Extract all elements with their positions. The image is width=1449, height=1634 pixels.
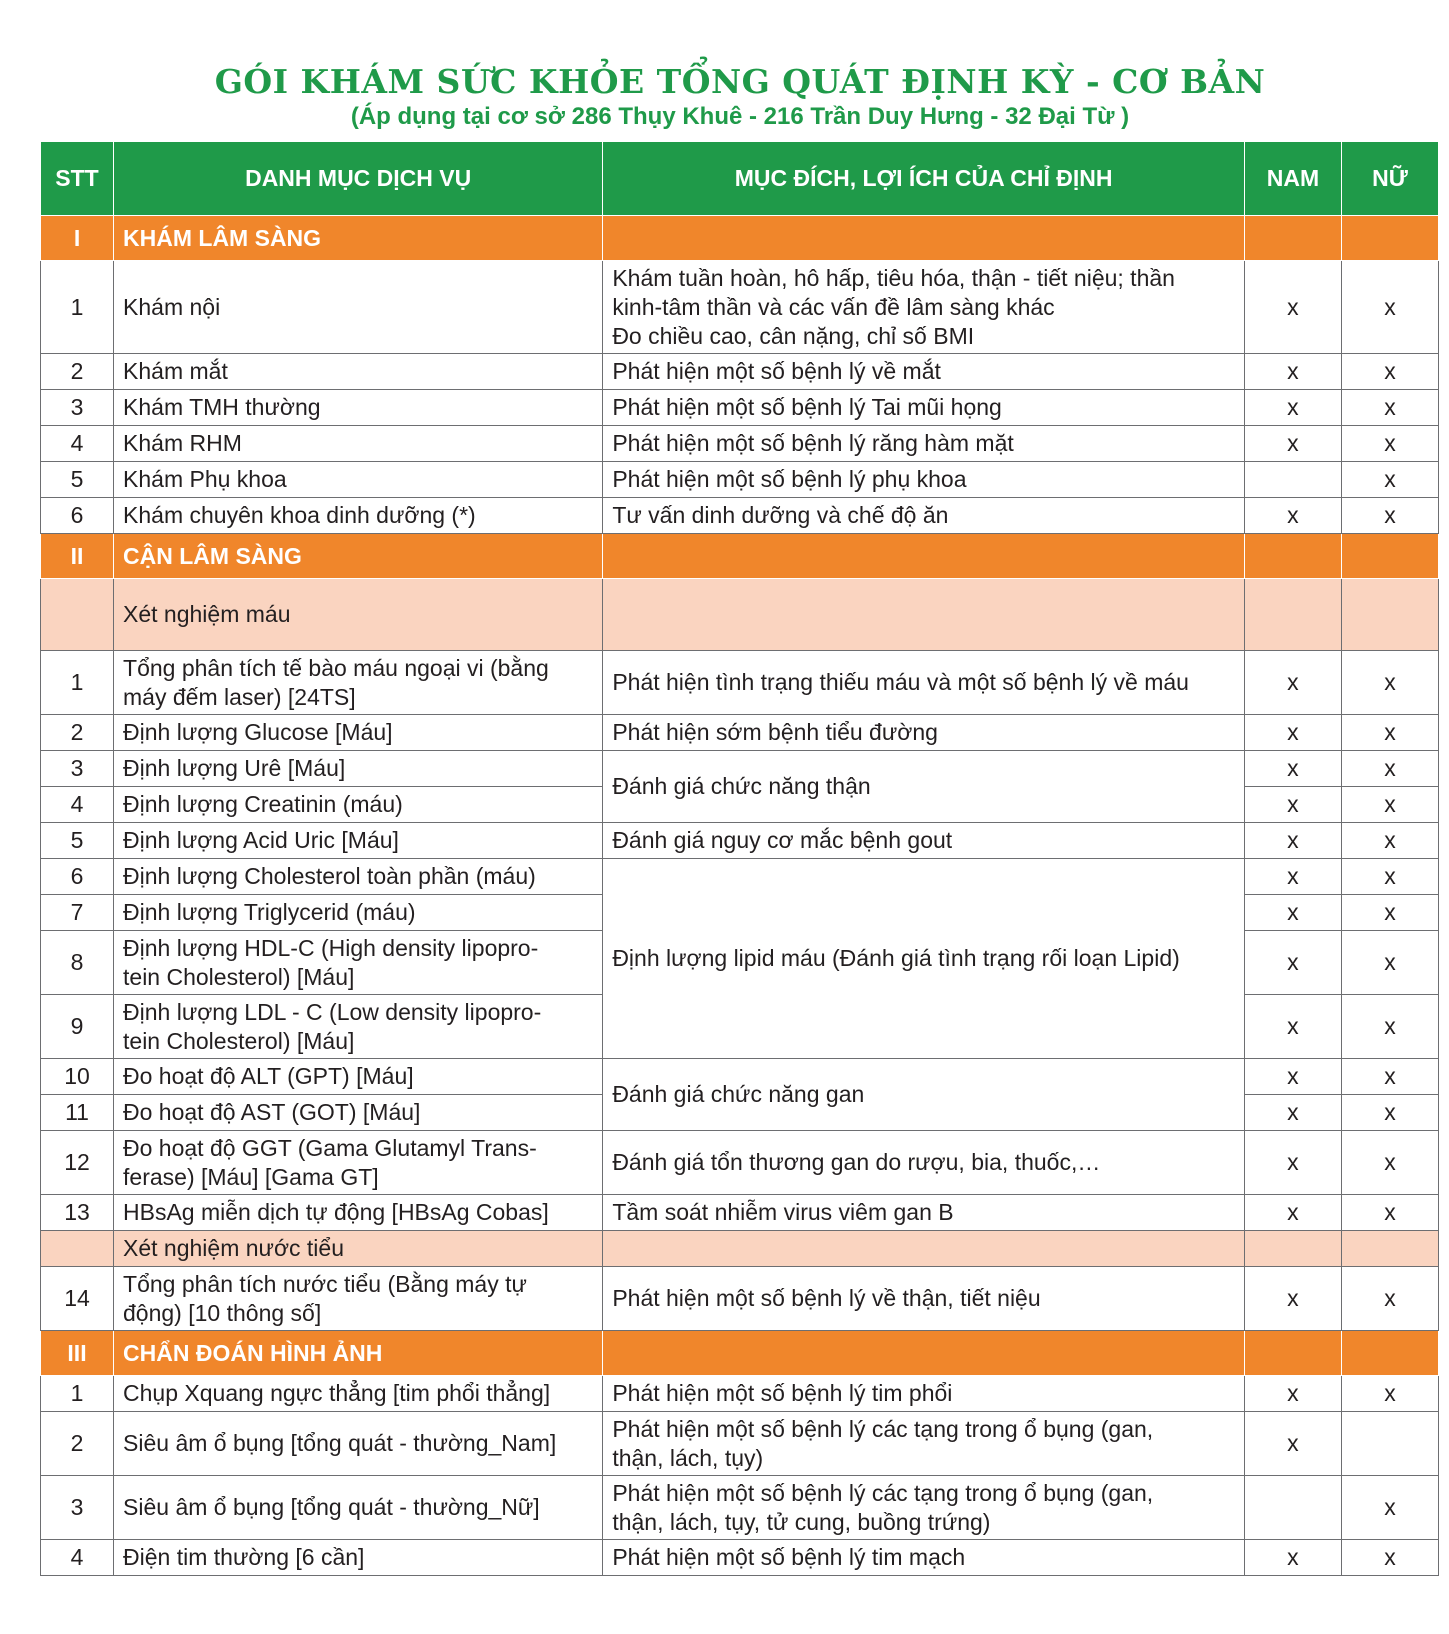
row-purpose: Phát hiện tình trạng thiếu máu và một số bệnh lý về máu [603, 651, 1245, 715]
row-female: x [1341, 787, 1438, 823]
row-stt: 5 [41, 823, 114, 859]
row-stt: 8 [41, 931, 114, 995]
row-stt: 3 [41, 751, 114, 787]
section-row [41, 534, 1439, 579]
row-female: x [1341, 931, 1438, 995]
row-male: x [1244, 1131, 1341, 1195]
header-male: NAM [1244, 142, 1341, 216]
table-row [41, 1412, 1439, 1476]
subsection-row [41, 579, 1439, 651]
row-male: x [1244, 1095, 1341, 1131]
row-service: Điện tim thường [6 cần] [114, 1540, 603, 1576]
row-service: Siêu âm ổ bụng [tổng quát - thường_Nam] [114, 1412, 603, 1476]
row-stt: 2 [41, 715, 114, 751]
row-purpose: Phát hiện một số bệnh lý về mắt [603, 354, 1245, 390]
table-row [41, 426, 1439, 462]
row-service: Định lượng HDL-C (High density lipopro- tein Cholesterol) [Máu] [114, 931, 603, 995]
page-subtitle: (Áp dụng tại cơ sở 286 Thụy Khuê - 216 Trần Duy Hưng - 32 Đại Từ ) [350, 103, 1130, 130]
subsection-row [41, 1231, 1439, 1267]
service-table [40, 141, 1439, 1576]
section-row [41, 1331, 1439, 1376]
row-male: x [1244, 426, 1341, 462]
row-purpose: Phát hiện một số bệnh lý các tạng trong ổ bụng (gan, thận, lách, tụy, tử cung, buồng trứng) [603, 1476, 1245, 1540]
section-number: II [41, 534, 114, 579]
section-name: KHÁM LÂM SÀNG [114, 216, 603, 261]
row-purpose: Đánh giá chức năng thận [603, 751, 1245, 823]
row-purpose: Định lượng lipid máu (Đánh giá tình trạng rối loạn Lipid) [603, 859, 1245, 1059]
row-male: x [1244, 1412, 1341, 1476]
table-row [41, 751, 1439, 787]
row-female: x [1341, 390, 1438, 426]
row-male [1244, 462, 1341, 498]
row-service: Khám mắt [114, 354, 603, 390]
table-row [41, 1195, 1439, 1231]
row-stt: 13 [41, 1195, 114, 1231]
header-stt: STT [41, 142, 114, 216]
row-male: x [1244, 715, 1341, 751]
row-male: x [1244, 1376, 1341, 1412]
table-row [41, 1131, 1439, 1195]
row-female [1341, 1412, 1438, 1476]
row-stt: 2 [41, 354, 114, 390]
row-purpose: Tư vấn dinh dưỡng và chế độ ăn [603, 498, 1245, 534]
row-male: x [1244, 995, 1341, 1059]
table-row [41, 498, 1439, 534]
row-male: x [1244, 390, 1341, 426]
row-purpose: Phát hiện một số bệnh lý tim mạch [603, 1540, 1245, 1576]
row-purpose: Phát hiện một số bệnh lý răng hàm mặt [603, 426, 1245, 462]
section-name: CHẨN ĐOÁN HÌNH ẢNH [114, 1331, 603, 1376]
table-row [41, 1476, 1439, 1540]
table-row [41, 859, 1439, 895]
row-purpose: Khám tuần hoàn, hô hấp, tiêu hóa, thận - tiết niệu; thần kinh-tâm thần và các vấn đề lâm sàng khác Đo chiều cao, cân nặng, chỉ số BMI [603, 261, 1245, 354]
row-stt: 4 [41, 1540, 114, 1576]
table-row [41, 1059, 1439, 1095]
table-row [41, 1376, 1439, 1412]
row-female: x [1341, 1540, 1438, 1576]
row-purpose: Phát hiện một số bệnh lý phụ khoa [603, 462, 1245, 498]
row-stt: 4 [41, 426, 114, 462]
row-service: Khám RHM [114, 426, 603, 462]
row-service: Tổng phân tích tế bào máu ngoại vi (bằng máy đếm laser) [24TS] [114, 651, 603, 715]
row-female: x [1341, 354, 1438, 390]
row-purpose: Tầm soát nhiễm virus viêm gan B [603, 1195, 1245, 1231]
row-service: Đo hoạt độ ALT (GPT) [Máu] [114, 1059, 603, 1095]
row-service: Đo hoạt độ GGT (Gama Glutamyl Trans- ferase) [Máu] [Gama GT] [114, 1131, 603, 1195]
row-service: Khám chuyên khoa dinh dưỡng (*) [114, 498, 603, 534]
row-female: x [1341, 1376, 1438, 1412]
row-male: x [1244, 1059, 1341, 1095]
row-male: x [1244, 261, 1341, 354]
page-title: GÓI KHÁM SỨC KHỎE TỔNG QUÁT ĐỊNH KỲ - CƠ BẢN [214, 62, 1266, 101]
row-service: Định lượng Urê [Máu] [114, 751, 603, 787]
section-number: I [41, 216, 114, 261]
row-male: x [1244, 1195, 1341, 1231]
row-stt: 6 [41, 498, 114, 534]
row-stt: 1 [41, 261, 114, 354]
row-male: x [1244, 787, 1341, 823]
row-stt: 5 [41, 462, 114, 498]
row-purpose: Phát hiện một số bệnh lý tim phổi [603, 1376, 1245, 1412]
row-male: x [1244, 651, 1341, 715]
row-male: x [1244, 1540, 1341, 1576]
row-female: x [1341, 651, 1438, 715]
table-row [41, 823, 1439, 859]
row-stt: 11 [41, 1095, 114, 1131]
row-male [1244, 1476, 1341, 1540]
row-stt: 14 [41, 1267, 114, 1331]
row-service: Định lượng Creatinin (máu) [114, 787, 603, 823]
row-female: x [1341, 751, 1438, 787]
row-female: x [1341, 995, 1438, 1059]
table-row [41, 715, 1439, 751]
row-service: Khám Phụ khoa [114, 462, 603, 498]
table-row [41, 1540, 1439, 1576]
row-male: x [1244, 895, 1341, 931]
subsection-name: Xét nghiệm máu [114, 579, 603, 651]
row-stt: 3 [41, 1476, 114, 1540]
row-service: Đo hoạt độ AST (GOT) [Máu] [114, 1095, 603, 1131]
row-female: x [1341, 859, 1438, 895]
row-service: Định lượng LDL - C (Low density lipopro- tein Cholesterol) [Máu] [114, 995, 603, 1059]
header-service: DANH MỤC DỊCH VỤ [114, 142, 603, 216]
row-female: x [1341, 895, 1438, 931]
row-female: x [1341, 823, 1438, 859]
row-service: Chụp Xquang ngực thẳng [tim phổi thẳng] [114, 1376, 603, 1412]
row-purpose: Đánh giá chức năng gan [603, 1059, 1245, 1131]
row-service: Định lượng Acid Uric [Máu] [114, 823, 603, 859]
row-female: x [1341, 1195, 1438, 1231]
header-female: NỮ [1341, 142, 1438, 216]
row-male: x [1244, 751, 1341, 787]
row-stt: 2 [41, 1412, 114, 1476]
row-stt: 1 [41, 651, 114, 715]
row-female: x [1341, 1476, 1438, 1540]
row-female: x [1341, 498, 1438, 534]
section-name: CẬN LÂM SÀNG [114, 534, 603, 579]
row-purpose: Phát hiện một số bệnh lý Tai mũi họng [603, 390, 1245, 426]
row-male: x [1244, 931, 1341, 995]
row-male: x [1244, 498, 1341, 534]
table-row [41, 390, 1439, 426]
row-service: Định lượng Cholesterol toàn phần (máu) [114, 859, 603, 895]
row-service: Khám TMH thường [114, 390, 603, 426]
row-female: x [1341, 462, 1438, 498]
row-stt: 1 [41, 1376, 114, 1412]
row-stt: 4 [41, 787, 114, 823]
section-number: III [41, 1331, 114, 1376]
table-row [41, 651, 1439, 715]
row-service: Định lượng Glucose [Máu] [114, 715, 603, 751]
row-female: x [1341, 426, 1438, 462]
row-purpose: Phát hiện sớm bệnh tiểu đường [603, 715, 1245, 751]
row-stt: 12 [41, 1131, 114, 1195]
row-stt: 9 [41, 995, 114, 1059]
table-row [41, 1267, 1439, 1331]
row-female: x [1341, 261, 1438, 354]
row-stt: 6 [41, 859, 114, 895]
row-female: x [1341, 1267, 1438, 1331]
table-row [41, 462, 1439, 498]
row-male: x [1244, 1267, 1341, 1331]
row-male: x [1244, 823, 1341, 859]
row-purpose: Phát hiện một số bệnh lý các tạng trong ổ bụng (gan, thận, lách, tụy) [603, 1412, 1245, 1476]
table-row [41, 261, 1439, 354]
table-row [41, 354, 1439, 390]
row-female: x [1341, 1059, 1438, 1095]
row-purpose: Phát hiện một số bệnh lý về thận, tiết niệu [603, 1267, 1245, 1331]
row-purpose: Đánh giá tổn thương gan do rượu, bia, thuốc,… [603, 1131, 1245, 1195]
row-service: HBsAg miễn dịch tự động [HBsAg Cobas] [114, 1195, 603, 1231]
row-service: Siêu âm ổ bụng [tổng quát - thường_Nữ] [114, 1476, 603, 1540]
row-stt: 3 [41, 390, 114, 426]
row-female: x [1341, 715, 1438, 751]
table-header-row [41, 142, 1439, 216]
row-service: Tổng phân tích nước tiểu (Bằng máy tự động) [10 thông số] [114, 1267, 603, 1331]
header-purpose: MỤC ĐÍCH, LỢI ÍCH CỦA CHỈ ĐỊNH [603, 142, 1245, 216]
row-male: x [1244, 354, 1341, 390]
row-stt: 10 [41, 1059, 114, 1095]
row-female: x [1341, 1095, 1438, 1131]
row-female: x [1341, 1131, 1438, 1195]
row-purpose: Đánh giá nguy cơ mắc bệnh gout [603, 823, 1245, 859]
section-row [41, 216, 1439, 261]
row-service: Định lượng Triglycerid (máu) [114, 895, 603, 931]
row-service: Khám nội [114, 261, 603, 354]
row-male: x [1244, 859, 1341, 895]
row-stt: 7 [41, 895, 114, 931]
subsection-name: Xét nghiệm nước tiểu [114, 1231, 603, 1267]
